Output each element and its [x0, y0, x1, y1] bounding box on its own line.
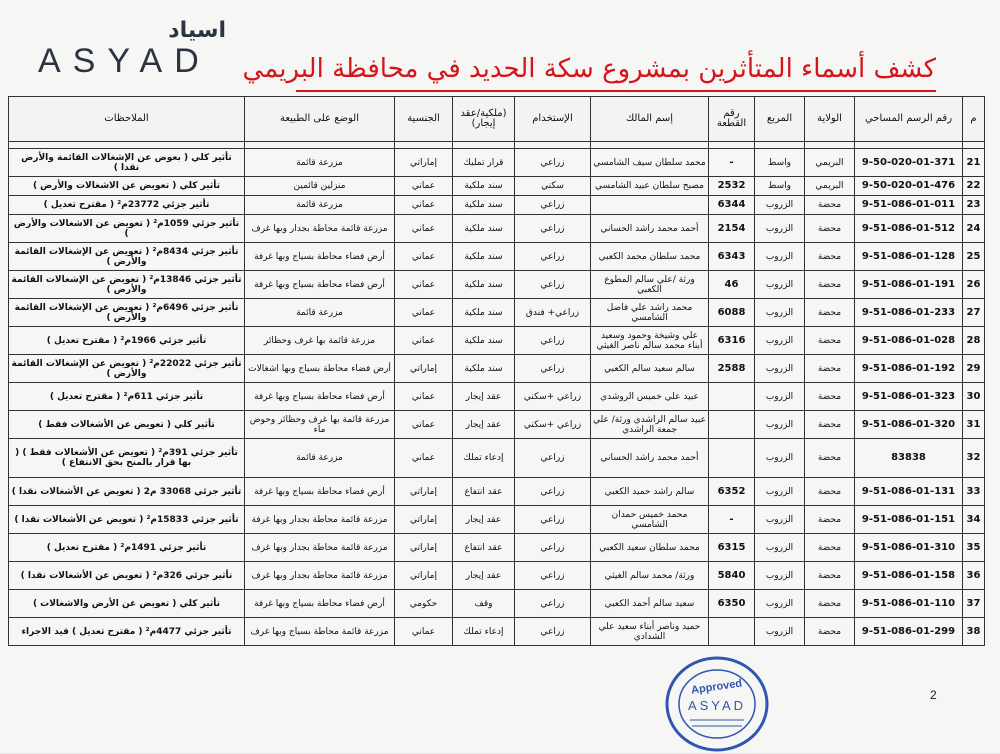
usage-cell: زراعي — [515, 271, 591, 299]
owner-name-cell: محمد سلطان سعيد الكعبي — [591, 534, 709, 562]
plot-number-cell: 9-51-086-01-512 — [855, 215, 963, 243]
square-cell: الزروب — [755, 327, 805, 355]
notes-cell: تأثير جزئي 4477م² ( مقترح تعديل ) قيد الاجراء — [9, 618, 245, 646]
nationality-cell: إماراتي — [395, 478, 453, 506]
asyad-logo — [38, 18, 248, 78]
site-status-cell: منزلين قائمين — [245, 177, 395, 196]
tenure-cell: وقف — [453, 590, 515, 618]
square-cell: الزروب — [755, 618, 805, 646]
nationality-cell: إماراتي — [395, 355, 453, 383]
notes-cell: تأثير جزئي 22022م² ( تعويض عن الإشغالات القائمة والأرض ) — [9, 355, 245, 383]
parcel-number-cell — [709, 618, 755, 646]
nationality-cell: إماراتي — [395, 562, 453, 590]
wilayat-cell: البريمي — [805, 149, 855, 177]
square-cell: الزروب — [755, 215, 805, 243]
notes-cell: تأثير كلي ( تعويض عن الأشغالات فقط ) — [9, 411, 245, 439]
column-header: الإستخدام — [515, 97, 591, 142]
parcel-number-cell: 6316 — [709, 327, 755, 355]
usage-cell: زراعي — [515, 355, 591, 383]
tenure-cell: إدعاء تملك — [453, 618, 515, 646]
usage-cell: زراعي — [515, 215, 591, 243]
owner-name-cell: عبيد علي خميس الروشدي — [591, 383, 709, 411]
column-header: الوضع على الطبيعة — [245, 97, 395, 142]
notes-cell: تأثير جزئي 1059م² ( تعويض عن الاشغالات والأرض ) — [9, 215, 245, 243]
site-status-cell: مزرعة قائمة محاطة بجدار وبها غرف — [245, 534, 395, 562]
owner-name-cell: عبيد سالم الراشدي ورثة/ علي جمعة الراشدي — [591, 411, 709, 439]
site-status-cell: مزرعة قائمة — [245, 439, 395, 478]
tenure-cell: عقد إيجار — [453, 506, 515, 534]
plot-number-cell: 9-51-086-01-158 — [855, 562, 963, 590]
square-cell: الزروب — [755, 196, 805, 215]
square-cell: الزروب — [755, 299, 805, 327]
nationality-cell: عماني — [395, 439, 453, 478]
document-title: كشف أسماء المتأثرين بمشروع سكة الحديد في محافظة البريمي — [242, 54, 936, 84]
nationality-cell: إماراتي — [395, 534, 453, 562]
usage-cell: زراعي — [515, 149, 591, 177]
wilayat-cell: محضة — [805, 215, 855, 243]
tenure-cell: عقد إيجار — [453, 562, 515, 590]
column-header: رقم القطعة — [709, 97, 755, 142]
wilayat-cell: محضة — [805, 506, 855, 534]
parcel-number-cell — [709, 411, 755, 439]
square-cell: واسط — [755, 177, 805, 196]
parcel-number-cell: 2588 — [709, 355, 755, 383]
table-header-row — [9, 97, 985, 142]
site-status-cell: أرض فضاء محاطة بسياج وبها غرفة — [245, 271, 395, 299]
notes-cell: تأثير جزئي 33068 م2 ( تعويض عن الأشغالات نقدا ) — [9, 478, 245, 506]
plot-number-cell: 9-51-086-01-192 — [855, 355, 963, 383]
wilayat-cell: محضة — [805, 271, 855, 299]
plot-number-cell: 9-51-086-01-011 — [855, 196, 963, 215]
logo-arabic-text: اسياد — [168, 18, 226, 43]
site-status-cell: مزرعة قائمة — [245, 299, 395, 327]
row-number-cell: 24 — [963, 215, 985, 243]
parcel-number-cell: 2154 — [709, 215, 755, 243]
wilayat-cell: محضة — [805, 534, 855, 562]
plot-number-cell: 9-51-086-01-110 — [855, 590, 963, 618]
row-number-cell: 28 — [963, 327, 985, 355]
site-status-cell: مزرعة قائمة — [245, 196, 395, 215]
square-cell: الزروب — [755, 383, 805, 411]
table-row — [9, 506, 985, 534]
tenure-cell: سند ملكية — [453, 327, 515, 355]
site-status-cell: مزرعة قائمة محاطة بسياج وبها غرف — [245, 618, 395, 646]
square-cell: الزروب — [755, 590, 805, 618]
notes-cell: تأثير جزئي 391م² ( تعويض عن الأشغالات فقط ) ( بها قرار بالمنح بحق الانتفاع ) — [9, 439, 245, 478]
usage-cell: زراعي — [515, 478, 591, 506]
stamp-asyad-text: ASYAD — [687, 698, 747, 713]
notes-cell: تأثير جزئي 1966م² ( مقترح تعديل ) — [9, 327, 245, 355]
square-cell: الزروب — [755, 439, 805, 478]
owner-name-cell: سالم سعيد سالم الكعبي — [591, 355, 709, 383]
plot-number-cell: 9-50-020-01-371 — [855, 149, 963, 177]
square-cell: الزروب — [755, 478, 805, 506]
table-row — [9, 149, 985, 177]
owner-name-cell: محمد راشد علي فاضل الشامسي — [591, 299, 709, 327]
row-number-cell: 35 — [963, 534, 985, 562]
column-header: م — [963, 97, 985, 142]
notes-cell: تأثير كلي ( بعوض عن الإشغالات القائمة والأرض نقدا ) — [9, 149, 245, 177]
table-row — [9, 271, 985, 299]
square-cell: الزروب — [755, 562, 805, 590]
usage-cell: زراعي — [515, 327, 591, 355]
row-number-cell: 30 — [963, 383, 985, 411]
plot-number-cell: 9-51-086-01-131 — [855, 478, 963, 506]
site-status-cell: أرض فضاء محاطة بسياج وبها غرفة — [245, 243, 395, 271]
usage-cell: زراعي +سكني — [515, 411, 591, 439]
usage-cell: سكني — [515, 177, 591, 196]
owner-name-cell: سعيد سالم أحمد الكعبي — [591, 590, 709, 618]
wilayat-cell: محضة — [805, 196, 855, 215]
row-number-cell: 25 — [963, 243, 985, 271]
notes-cell: تأثير جزئي 13846م² ( تعويض عن الإشغالات القائمة والأرض ) — [9, 271, 245, 299]
parcel-number-cell: 6344 — [709, 196, 755, 215]
column-header: الملاحظات — [9, 97, 245, 142]
column-header: إسم المالك — [591, 97, 709, 142]
wilayat-cell: محضة — [805, 411, 855, 439]
plot-number-cell: 9-50-020-01-476 — [855, 177, 963, 196]
table-row — [9, 327, 985, 355]
usage-cell: زراعي — [515, 618, 591, 646]
square-cell: الزروب — [755, 534, 805, 562]
parcel-number-cell: 46 — [709, 271, 755, 299]
nationality-cell: حكومي — [395, 590, 453, 618]
notes-cell: تأثير جزئي 1491م² ( مقترح تعديل ) — [9, 534, 245, 562]
usage-cell: زراعي — [515, 243, 591, 271]
row-number-cell: 32 — [963, 439, 985, 478]
square-cell: الزروب — [755, 271, 805, 299]
owner-name-cell: ورثة/ محمد سالم الغيثي — [591, 562, 709, 590]
tenure-cell: سند ملكية — [453, 355, 515, 383]
wilayat-cell: محضة — [805, 439, 855, 478]
tenure-cell: عقد انتفاع — [453, 534, 515, 562]
table-row — [9, 590, 985, 618]
row-number-cell: 31 — [963, 411, 985, 439]
wilayat-cell: البريمي — [805, 177, 855, 196]
wilayat-cell: محضة — [805, 383, 855, 411]
tenure-cell: سند ملكية — [453, 299, 515, 327]
table-row — [9, 383, 985, 411]
table-row — [9, 618, 985, 646]
tenure-cell: سند ملكية — [453, 243, 515, 271]
plot-number-cell: 9-51-086-01-320 — [855, 411, 963, 439]
title-underline — [296, 90, 936, 92]
table-row — [9, 177, 985, 196]
usage-cell: زراعي — [515, 439, 591, 478]
nationality-cell: عماني — [395, 411, 453, 439]
row-number-cell: 38 — [963, 618, 985, 646]
affected-owners-table — [8, 96, 985, 646]
table-row — [9, 478, 985, 506]
wilayat-cell: محضة — [805, 327, 855, 355]
nationality-cell: عماني — [395, 215, 453, 243]
site-status-cell: أرض فضاء محاطة بسياج وبها غرفة — [245, 383, 395, 411]
nationality-cell: عماني — [395, 299, 453, 327]
plot-number-cell: 9-51-086-01-310 — [855, 534, 963, 562]
notes-cell: تأثير جزئي 15833م² ( تعويض عن الأشغالات نقدا ) — [9, 506, 245, 534]
tenure-cell: عقد إيجار — [453, 411, 515, 439]
site-status-cell: أرض فضاء محاطة بسياج وبها غرفة — [245, 590, 395, 618]
tenure-cell: سند ملكية — [453, 271, 515, 299]
usage-cell: زراعي — [515, 562, 591, 590]
logo-latin-text: ASYAD — [38, 42, 211, 80]
nationality-cell: عماني — [395, 243, 453, 271]
nationality-cell: عماني — [395, 177, 453, 196]
owner-name-cell: أحمد محمد راشد الحساني — [591, 439, 709, 478]
table-row — [9, 534, 985, 562]
owner-name-cell: محمد خميس حمدان الشامسي — [591, 506, 709, 534]
nationality-cell: إماراتي — [395, 506, 453, 534]
parcel-number-cell: - — [709, 149, 755, 177]
plot-number-cell: 9-51-086-01-191 — [855, 271, 963, 299]
site-status-cell: أرض فضاء محاطة بسياج وبها غرفة — [245, 478, 395, 506]
tenure-cell: سند ملكية — [453, 215, 515, 243]
table-row — [9, 243, 985, 271]
tenure-cell: قرار تمليك — [453, 149, 515, 177]
page-number: 2 — [930, 688, 937, 702]
nationality-cell: عماني — [395, 196, 453, 215]
wilayat-cell: محضة — [805, 243, 855, 271]
owner-name-cell: محمد سلطان سيف الشامسي — [591, 149, 709, 177]
tenure-cell: سند ملكية — [453, 196, 515, 215]
square-cell: الزروب — [755, 411, 805, 439]
table-body — [9, 149, 985, 646]
owner-name-cell: مصبح سلطان عبيد الشامسي — [591, 177, 709, 196]
wilayat-cell: محضة — [805, 355, 855, 383]
site-status-cell: مزرعة قائمة بها غرف وحظائر وحوض ماء — [245, 411, 395, 439]
table-row — [9, 411, 985, 439]
parcel-number-cell — [709, 439, 755, 478]
square-cell: الزروب — [755, 243, 805, 271]
parcel-number-cell: - — [709, 506, 755, 534]
owner-name-cell: سالم راشد حميد الكعبي — [591, 478, 709, 506]
plot-number-cell: 9-51-086-01-323 — [855, 383, 963, 411]
row-number-cell: 21 — [963, 149, 985, 177]
parcel-number-cell: 6315 — [709, 534, 755, 562]
usage-cell: زراعي — [515, 534, 591, 562]
square-cell: واسط — [755, 149, 805, 177]
plot-number-cell: 9-51-086-01-128 — [855, 243, 963, 271]
wilayat-cell: محضة — [805, 618, 855, 646]
parcel-number-cell: 6352 — [709, 478, 755, 506]
row-number-cell: 36 — [963, 562, 985, 590]
row-number-cell: 23 — [963, 196, 985, 215]
wilayat-cell: محضة — [805, 562, 855, 590]
owner-name-cell — [591, 196, 709, 215]
plot-number-cell: 9-51-086-01-151 — [855, 506, 963, 534]
usage-cell: زراعي — [515, 590, 591, 618]
row-number-cell: 22 — [963, 177, 985, 196]
site-status-cell: مزرعة قائمة — [245, 149, 395, 177]
usage-cell: زراعي +سكني — [515, 383, 591, 411]
owner-name-cell: ورثة /علي سالم المطوع الكعبي — [591, 271, 709, 299]
row-number-cell: 34 — [963, 506, 985, 534]
nationality-cell: عماني — [395, 271, 453, 299]
column-header: (ملكية/عقد إيجار) — [453, 97, 515, 142]
usage-cell: زراعي — [515, 196, 591, 215]
tenure-cell: إدعاء تملك — [453, 439, 515, 478]
wilayat-cell: محضة — [805, 590, 855, 618]
parcel-number-cell: 2532 — [709, 177, 755, 196]
column-header: رقم الرسم المساحي — [855, 97, 963, 142]
stamp-approved-text: Approved — [690, 677, 743, 697]
table-row — [9, 215, 985, 243]
column-header: المربع — [755, 97, 805, 142]
parcel-number-cell: 6343 — [709, 243, 755, 271]
site-status-cell: أرض فضاء محاطة بسياج وبها اشغالات — [245, 355, 395, 383]
column-header: الجنسية — [395, 97, 453, 142]
square-cell: الزروب — [755, 355, 805, 383]
row-number-cell: 27 — [963, 299, 985, 327]
nationality-cell: عماني — [395, 383, 453, 411]
tenure-cell: عقد إيجار — [453, 383, 515, 411]
usage-cell: زراعي+ فندق — [515, 299, 591, 327]
notes-cell: تأثير جزئي 23772م² ( مقترح تعديل ) — [9, 196, 245, 215]
header-spacer-row — [9, 142, 985, 149]
nationality-cell: عماني — [395, 618, 453, 646]
notes-cell: تأثير جزئي 6496م² ( تعويض عن الإشغالات القائمة والأرض ) — [9, 299, 245, 327]
usage-cell: زراعي — [515, 506, 591, 534]
parcel-number-cell: 5840 — [709, 562, 755, 590]
notes-cell: تأثير جزئي 611م² ( مقترح تعديل ) — [9, 383, 245, 411]
owner-name-cell: علي وشيخة وحمود وسعيد أبناء محمد سالم ناصر الغيثي — [591, 327, 709, 355]
plot-number-cell: 83838 — [855, 439, 963, 478]
square-cell: الزروب — [755, 506, 805, 534]
table-row — [9, 299, 985, 327]
site-status-cell: مزرعة قائمة محاطة بجدار وبها غرفة — [245, 506, 395, 534]
row-number-cell: 37 — [963, 590, 985, 618]
nationality-cell: إماراتي — [395, 149, 453, 177]
site-status-cell: مزرعة قائمة محاطة بجدار وبها غرف — [245, 215, 395, 243]
plot-number-cell: 9-51-086-01-233 — [855, 299, 963, 327]
owner-name-cell: محمد سلطان محمد الكعبي — [591, 243, 709, 271]
notes-cell: تأثير كلي ( تعويض عن الأرض والاشغالات ) — [9, 590, 245, 618]
wilayat-cell: محضة — [805, 299, 855, 327]
table-row — [9, 562, 985, 590]
nationality-cell: عماني — [395, 327, 453, 355]
parcel-number-cell: 6350 — [709, 590, 755, 618]
table-row — [9, 196, 985, 215]
table-row — [9, 439, 985, 478]
owner-name-cell: أحمد محمد راشد الحساني — [591, 215, 709, 243]
site-status-cell: مزرعة قائمة بها غرف وحظائر — [245, 327, 395, 355]
parcel-number-cell — [709, 383, 755, 411]
approved-stamp — [662, 654, 772, 754]
row-number-cell: 26 — [963, 271, 985, 299]
notes-cell: تأثير جزئي 326م² ( تعويض عن الأشغالات نقدا ) — [9, 562, 245, 590]
wilayat-cell: محضة — [805, 478, 855, 506]
table-row — [9, 355, 985, 383]
notes-cell: تأثير كلي ( تعويض عن الاشغالات والأرض ) — [9, 177, 245, 196]
row-number-cell: 33 — [963, 478, 985, 506]
site-status-cell: مزرعة قائمة محاطة بجدار وبها غرف — [245, 562, 395, 590]
parcel-number-cell: 6088 — [709, 299, 755, 327]
owner-name-cell: حميد وناصر أبناء سعيد علي الشدادي — [591, 618, 709, 646]
plot-number-cell: 9-51-086-01-028 — [855, 327, 963, 355]
column-header: الولاية — [805, 97, 855, 142]
notes-cell: تأثير جزئي 8434م² ( تعويض عن الإشغالات القائمة والأرض ) — [9, 243, 245, 271]
tenure-cell: سند ملكية — [453, 177, 515, 196]
tenure-cell: عقد انتفاع — [453, 478, 515, 506]
row-number-cell: 29 — [963, 355, 985, 383]
plot-number-cell: 9-51-086-01-299 — [855, 618, 963, 646]
